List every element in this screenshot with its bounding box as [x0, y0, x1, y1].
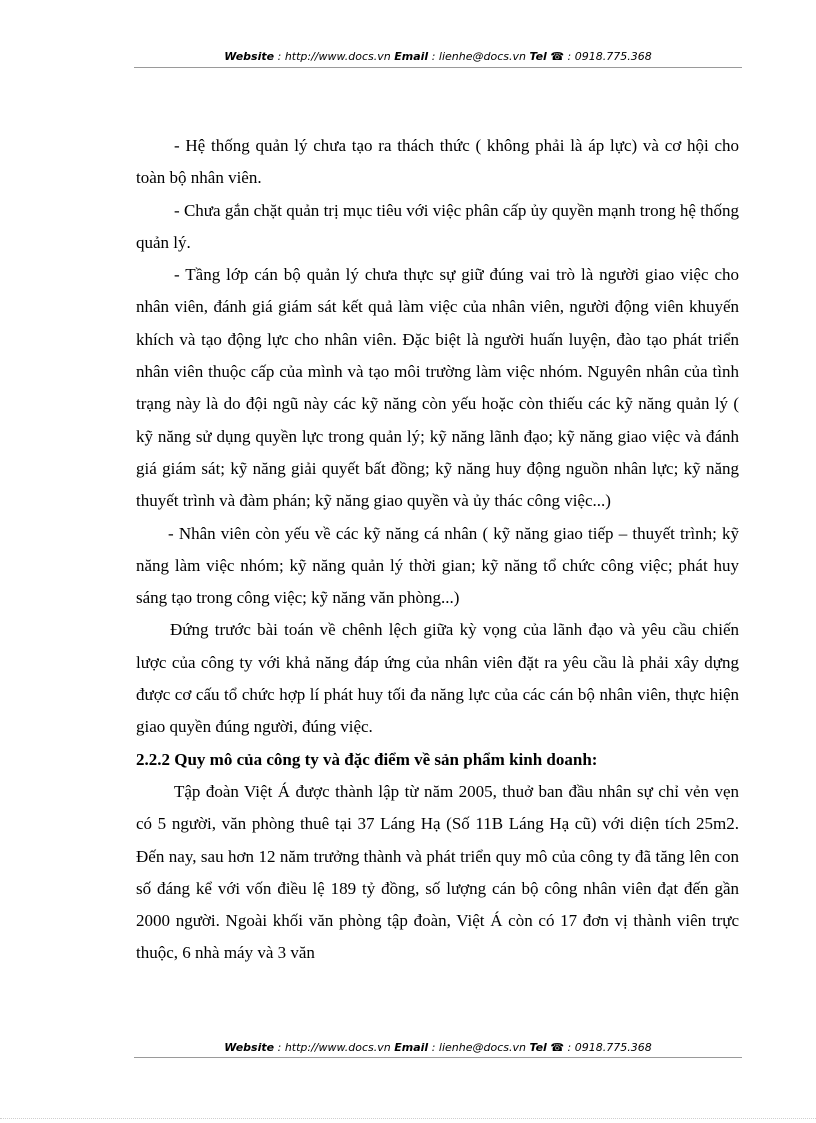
- footer-website-sep: :: [274, 1041, 285, 1054]
- header-divider: [134, 67, 742, 68]
- body-paragraph-2: Tập đoàn Việt Á được thành lập từ năm 2005, thuở ban đầu nhân sự chỉ vẻn vẹn có 5 người, văn phòng thuê tại 37 Láng Hạ (Số 11B Láng Hạ cũ) với diện tích 25m2. Đến nay, sau hơn 12 năm trưởng thành và phát triển quy mô của công ty đã tăng lên con số đáng kể với vốn điều lệ 189 tỷ đồng, số lượng cán bộ công nhân viên đạt đến gần 2000 người. Ngoài khối văn phòng tập đoàn, Việt Á còn có 17 đơn vị thành viên trực thuộc, 6 nhà máy và 3 văn: [136, 781, 739, 963]
- bullet-paragraph-1: - Hệ thống quản lý chưa tạo ra thách thức ( không phải là áp lực) và cơ hội cho toàn bộ nhân viên.: [136, 136, 739, 188]
- footer-email-sep: :: [428, 1041, 439, 1054]
- phone-icon: ☎: [550, 1041, 565, 1054]
- header-tel-label: Tel: [529, 50, 547, 63]
- section-heading: 2.2.2 Quy mô của công ty và đặc điểm về sản phẩm kinh doanh:: [136, 749, 598, 769]
- footer-email-label: Email: [394, 1041, 429, 1054]
- header-website-label: Website: [224, 50, 275, 63]
- bullet-paragraph-4: - Nhân viên còn yếu về các kỹ năng cá nhân ( kỹ năng giao tiếp – thuyết trình; kỹ năng làm việc nhóm; kỹ năng quản lý thời gian; kỹ năng tổ chức công việc; phát huy sáng tạo trong công việc; kỹ năng văn phòng...): [136, 523, 739, 608]
- phone-icon: ☎: [550, 50, 565, 63]
- footer-divider: [134, 1057, 742, 1058]
- header-tel-value: 0918.775.368: [574, 50, 652, 63]
- footer-tel-value: 0918.775.368: [574, 1041, 652, 1054]
- page-header: [134, 50, 742, 64]
- header-email-sep: :: [428, 50, 439, 63]
- page-footer: [134, 1041, 742, 1055]
- header-email-label: Email: [394, 50, 429, 63]
- header-website-url[interactable]: http://www.docs.vn: [284, 50, 391, 63]
- page-body: [136, 130, 739, 970]
- bullet-paragraph-2: - Chưa gắn chặt quản trị mục tiêu với việc phân cấp ủy quyền mạnh trong hệ thống quản lý.: [136, 200, 739, 252]
- page-bottom-edge: [0, 1118, 816, 1119]
- header-email-value[interactable]: lienhe@docs.vn: [438, 50, 526, 63]
- footer-tel-sep: :: [564, 1041, 575, 1054]
- bullet-paragraph-3: - Tầng lớp cán bộ quản lý chưa thực sự giữ đúng vai trò là người giao việc cho nhân viên, đánh giá giám sát kết quả làm việc của nhân viên, người động viên khuyến khích và tạo động lực cho nhân viên. Đặc biệt là người huấn luyện, đào tạo phát triển nhân viên thuộc cấp của mình và tạo môi trường làm việc nhóm. Nguyên nhân của tình trạng này là do đội ngũ này các kỹ năng còn yếu hoặc còn thiếu các kỹ năng quản lý ( kỹ năng sử dụng quyền lực trong quản lý; kỹ năng lãnh đạo; kỹ năng giao việc và đánh giá giám sát; kỹ năng giải quyết bất đồng; kỹ năng huy động nguồn nhân lực; kỹ năng thuyết trình và đàm phán; kỹ năng giao quyền và ủy thác công việc...): [136, 265, 739, 511]
- footer-website-label: Website: [224, 1041, 275, 1054]
- footer-website-url[interactable]: http://www.docs.vn: [284, 1041, 391, 1054]
- body-paragraph-1: Đứng trước bài toán về chênh lệch giữa kỳ vọng của lãnh đạo và yêu cầu chiến lược của công ty với khả năng đáp ứng của nhân viên đặt ra yêu cầu là phải xây dựng được cơ cấu tổ chức hợp lí phát huy tối đa năng lực của các cán bộ nhân viên, thực hiện giao quyền đúng người, đúng việc.: [136, 620, 739, 737]
- footer-tel-label: Tel: [529, 1041, 547, 1054]
- footer-email-value[interactable]: lienhe@docs.vn: [438, 1041, 526, 1054]
- header-tel-sep: :: [564, 50, 575, 63]
- header-website-sep: :: [274, 50, 285, 63]
